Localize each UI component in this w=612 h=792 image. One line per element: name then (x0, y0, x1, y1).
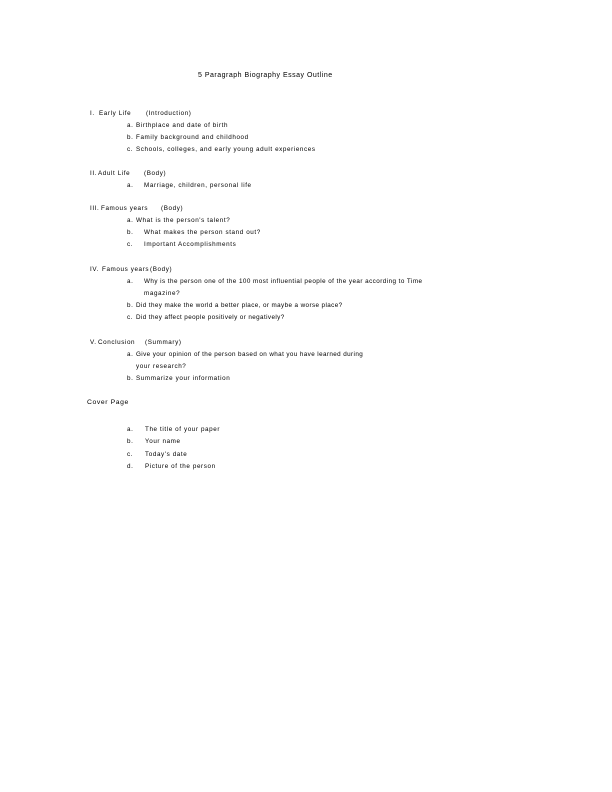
section-numeral: IV. (90, 266, 99, 273)
section-heading: Adult Life (98, 170, 131, 177)
item-marker: c. (127, 241, 134, 248)
list-item: Summarize your information (136, 375, 231, 382)
item-marker: a. (127, 122, 134, 129)
section-heading: Early Life (99, 110, 132, 117)
list-item: Marriage, children, personal life (144, 182, 252, 189)
list-item: Birthplace and date of birth (136, 122, 229, 129)
list-item: Did they make the world a better place, or maybe a worse place? (136, 302, 343, 309)
list-item: Schools, colleges, and early young adult experiences (136, 146, 316, 153)
section-numeral: I. (90, 110, 95, 117)
list-item: Family background and childhood (136, 134, 249, 141)
item-marker: b. (127, 134, 134, 141)
item-marker: c. (127, 314, 134, 321)
list-item: The title of your paper (145, 426, 221, 433)
item-marker: b. (127, 302, 134, 309)
item-marker: a. (127, 182, 134, 189)
section-tag: (Body) (161, 205, 184, 212)
item-marker: a. (127, 278, 134, 285)
list-item: Your name (145, 438, 181, 445)
section-heading: Conclusion (98, 339, 136, 346)
list-item: Did they affect people positively or negatively? (136, 314, 285, 321)
list-item: Give your opinion of the person based on what you have learned during (136, 351, 364, 358)
section-numeral: V. (90, 339, 97, 346)
item-marker: c. (127, 451, 134, 458)
section-numeral: III. (90, 205, 100, 212)
list-item: Why is the person one of the 100 most influential people of the year according to Time (144, 278, 423, 285)
list-item-continuation: your research? (136, 363, 187, 370)
section-tag: (Body) (144, 170, 167, 177)
section-tag: (Introduction) (146, 110, 192, 117)
cover-page-heading: Cover Page (87, 399, 129, 406)
section-numeral: II. (90, 170, 98, 177)
list-item-continuation: magazine? (144, 290, 181, 297)
list-item: Picture of the person (145, 463, 216, 470)
item-marker: b. (127, 229, 134, 236)
item-marker: d. (127, 463, 134, 470)
section-tag: (Summary) (145, 339, 182, 346)
section-heading: Famous years (102, 266, 150, 273)
list-item: What is the person's talent? (136, 217, 231, 224)
page-title: 5 Paragraph Biography Essay Outline (198, 72, 333, 79)
item-marker: b. (127, 438, 134, 445)
list-item: Today's date (145, 451, 188, 458)
section-heading: Famous years (101, 205, 149, 212)
item-marker: c. (127, 146, 134, 153)
item-marker: a. (127, 217, 134, 224)
item-marker: a. (127, 426, 134, 433)
list-item: Important Accomplishments (144, 241, 237, 248)
item-marker: b. (127, 375, 134, 382)
item-marker: a. (127, 351, 134, 358)
section-tag: (Body) (150, 266, 173, 273)
list-item: What makes the person stand out? (144, 229, 261, 236)
